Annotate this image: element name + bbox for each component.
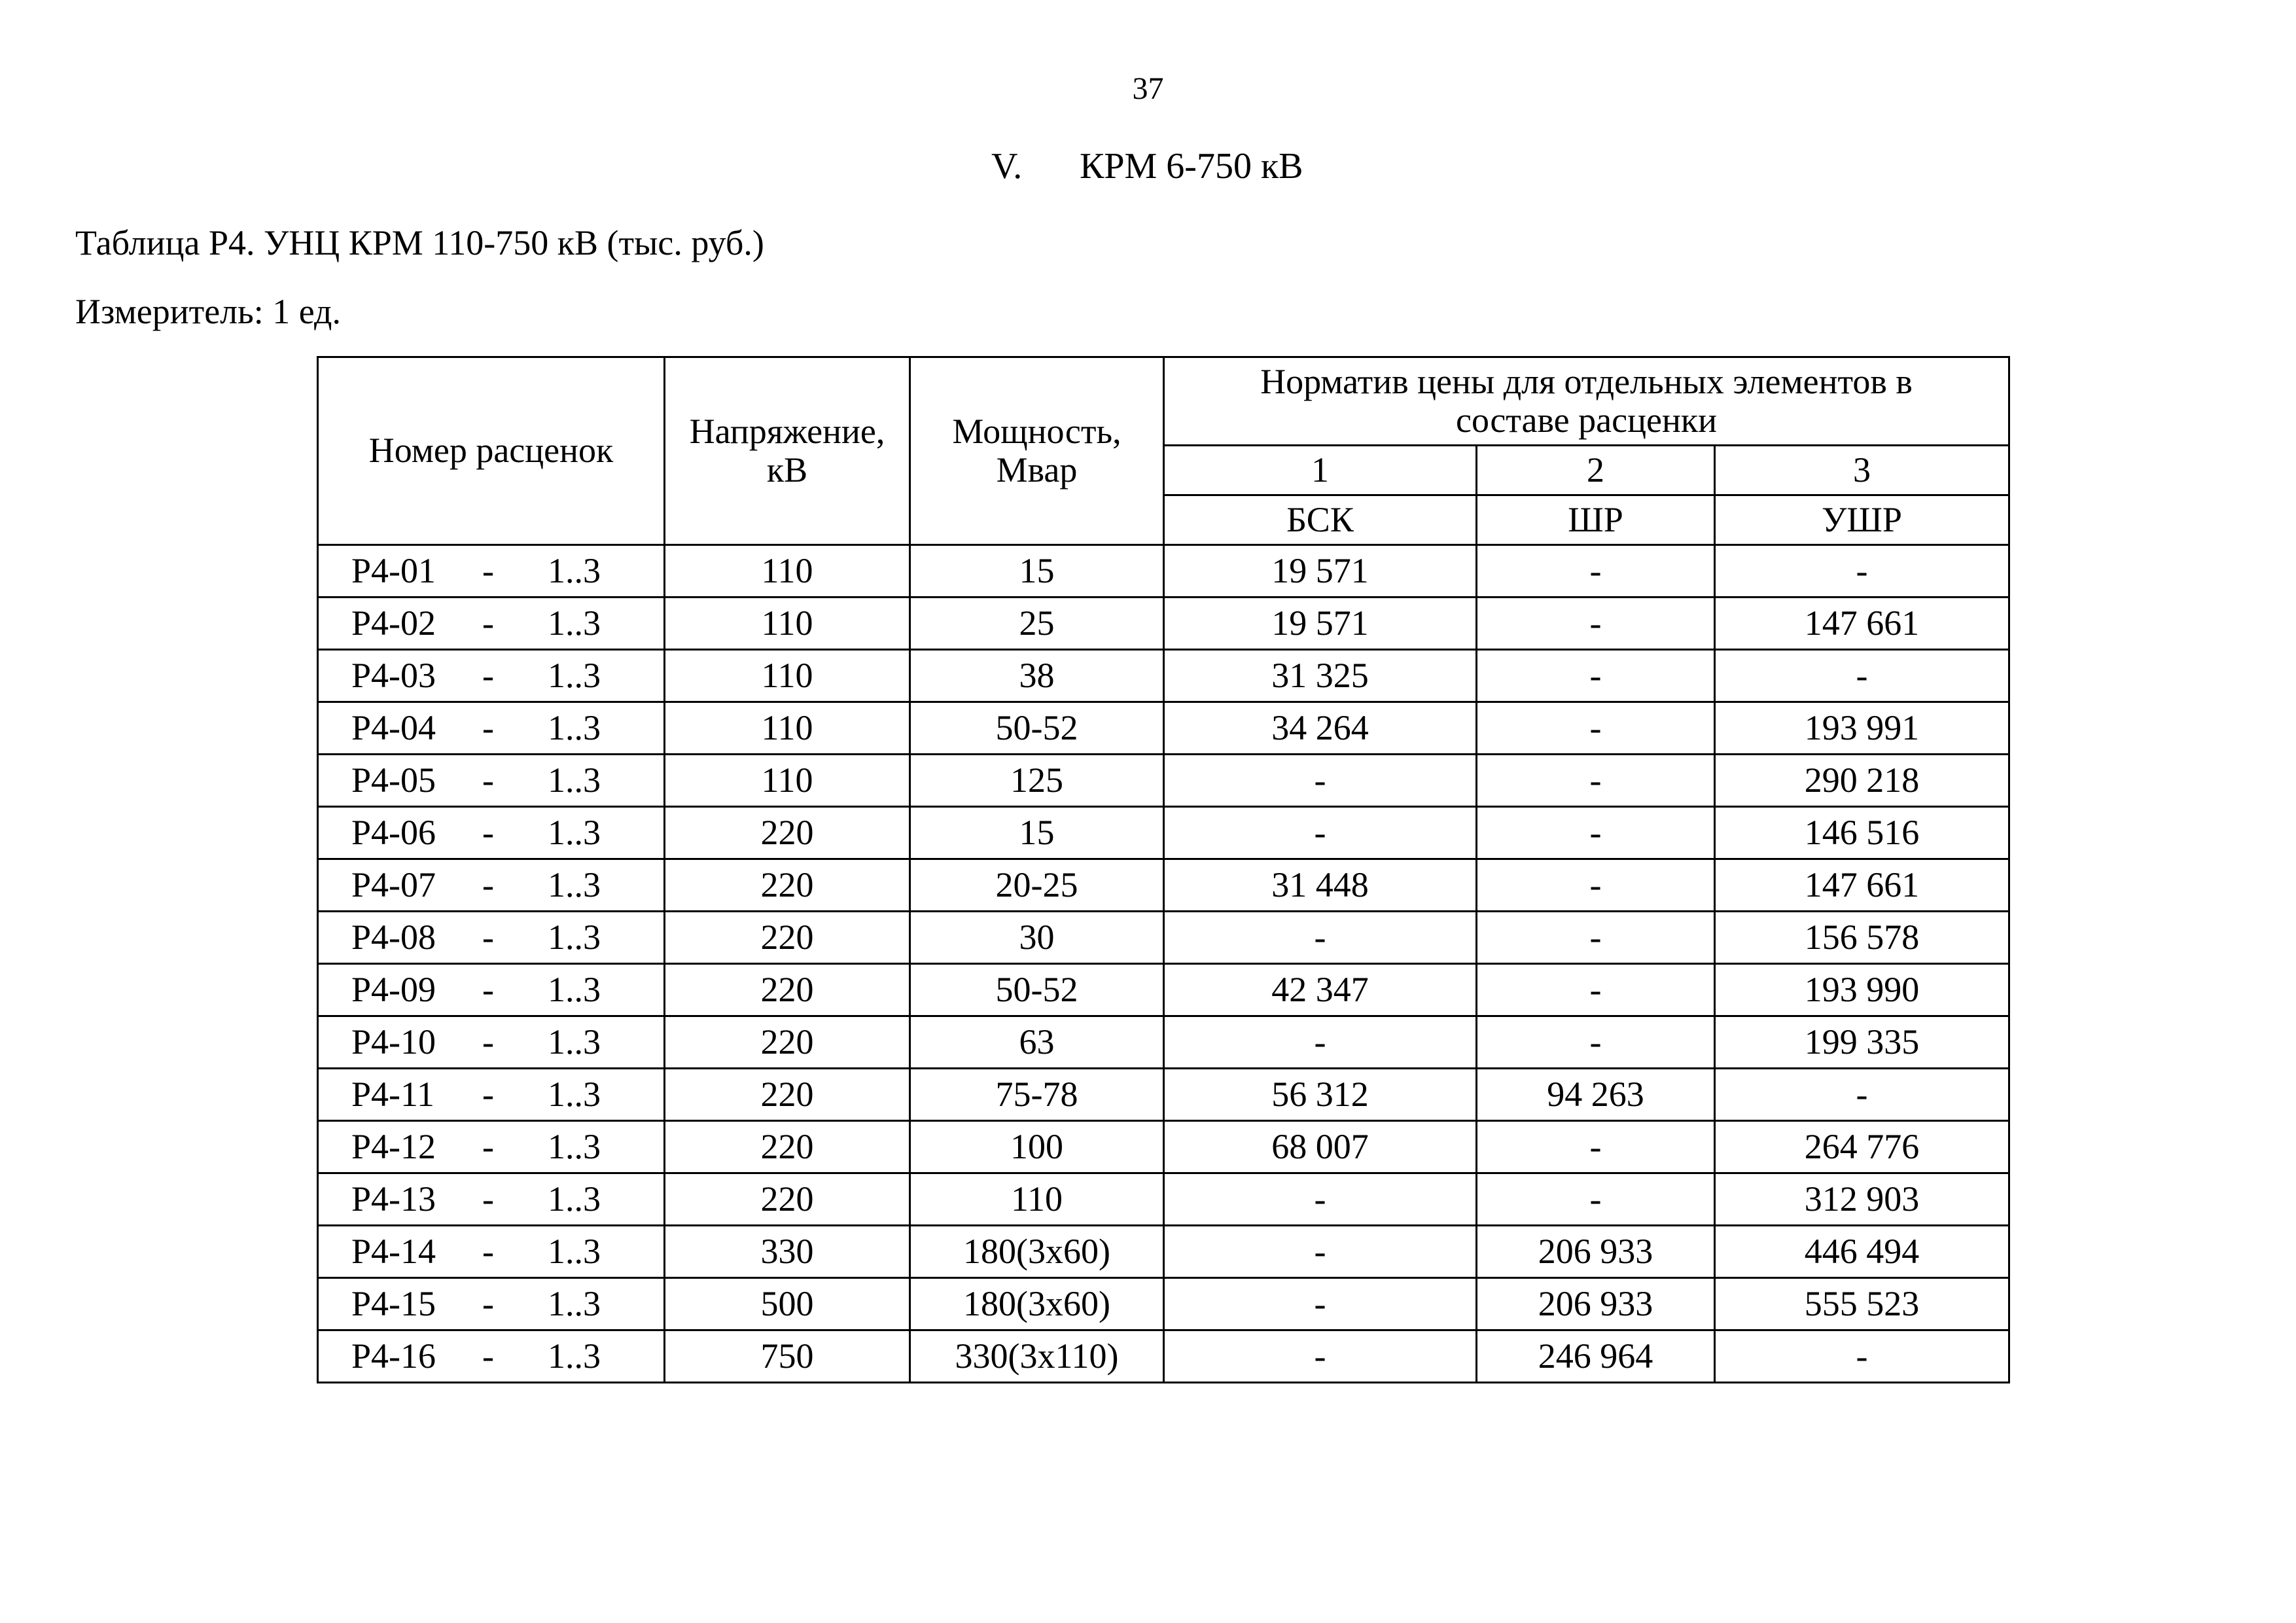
cell-voltage: 110 (665, 702, 910, 755)
cell-ushr: 147 661 (1715, 859, 2009, 912)
cell-ushr: - (1715, 545, 2009, 597)
header-col-shr: ШР (1477, 495, 1715, 545)
cell-code-dash: - (482, 1126, 494, 1166)
cell-power: 15 (910, 807, 1164, 859)
cell-power: 180(3х60) (910, 1278, 1164, 1330)
cell-code (318, 1173, 665, 1226)
cell-code-range: 1..3 (548, 969, 601, 1009)
cell-shr: - (1477, 650, 1715, 702)
cell-shr: - (1477, 755, 1715, 807)
cell-code (318, 807, 665, 859)
cell-code (318, 1226, 665, 1278)
cell-shr: - (1477, 807, 1715, 859)
cell-code (318, 597, 665, 650)
table-row (318, 702, 2009, 755)
cell-shr: - (1477, 912, 1715, 964)
cell-code-range: 1..3 (548, 655, 601, 695)
cell-bsk: 34 264 (1164, 702, 1477, 755)
cell-code (318, 1278, 665, 1330)
cell-ushr: - (1715, 650, 2009, 702)
cell-code-dash: - (482, 865, 494, 904)
cell-bsk: 31 448 (1164, 859, 1477, 912)
cell-code-code: Р4-03 (351, 655, 436, 695)
cell-power: 100 (910, 1121, 1164, 1173)
cell-power: 15 (910, 545, 1164, 597)
cell-code-range: 1..3 (548, 1283, 601, 1323)
cell-code-range: 1..3 (548, 917, 601, 957)
table-row (318, 1016, 2009, 1069)
cell-shr: 206 933 (1477, 1278, 1715, 1330)
cell-code-dash: - (482, 550, 494, 590)
header-norm-group: Норматив цены для отдельных элементов в составе расценки (1164, 357, 2009, 446)
cell-code-dash: - (482, 760, 494, 800)
cell-shr: - (1477, 859, 1715, 912)
cell-shr: 206 933 (1477, 1226, 1715, 1278)
cell-code (318, 1330, 665, 1383)
cell-voltage: 110 (665, 650, 910, 702)
cell-bsk: 19 571 (1164, 545, 1477, 597)
table-row (318, 650, 2009, 702)
cell-shr: 246 964 (1477, 1330, 1715, 1383)
cell-code-range: 1..3 (548, 760, 601, 800)
cell-voltage: 110 (665, 597, 910, 650)
table-row (318, 1069, 2009, 1121)
cell-code-code: Р4-08 (351, 917, 436, 957)
cell-voltage: 220 (665, 1121, 910, 1173)
cell-code-dash: - (482, 603, 494, 643)
cell-ushr: 147 661 (1715, 597, 2009, 650)
cell-power: 30 (910, 912, 1164, 964)
cell-bsk: - (1164, 1016, 1477, 1069)
cell-code-range: 1..3 (548, 1179, 601, 1219)
cell-bsk: - (1164, 1278, 1477, 1330)
cell-power: 330(3х110) (910, 1330, 1164, 1383)
cell-code (318, 912, 665, 964)
cell-voltage: 220 (665, 859, 910, 912)
cell-code-range: 1..3 (548, 1231, 601, 1271)
table-row (318, 964, 2009, 1016)
cell-bsk: - (1164, 912, 1477, 964)
cell-code (318, 702, 665, 755)
cell-voltage: 500 (665, 1278, 910, 1330)
cell-ushr: 199 335 (1715, 1016, 2009, 1069)
cell-code-code: Р4-07 (351, 865, 436, 904)
cell-code-dash: - (482, 969, 494, 1009)
cell-code-code: Р4-12 (351, 1126, 436, 1166)
cell-ushr: - (1715, 1330, 2009, 1383)
cell-code-range: 1..3 (548, 865, 601, 904)
cell-bsk: - (1164, 807, 1477, 859)
cell-ushr: 156 578 (1715, 912, 2009, 964)
table-row (318, 755, 2009, 807)
cell-bsk: 19 571 (1164, 597, 1477, 650)
cell-power: 25 (910, 597, 1164, 650)
cell-voltage: 220 (665, 1069, 910, 1121)
cell-code (318, 545, 665, 597)
cell-code-range: 1..3 (548, 812, 601, 852)
header-col-number-1: 1 (1164, 446, 1477, 495)
cell-power: 180(3х60) (910, 1226, 1164, 1278)
cell-bsk: 56 312 (1164, 1069, 1477, 1121)
cell-power: 50-52 (910, 964, 1164, 1016)
cell-voltage: 220 (665, 912, 910, 964)
cell-power: 63 (910, 1016, 1164, 1069)
cell-code-range: 1..3 (548, 1022, 601, 1061)
cell-code-dash: - (482, 1283, 494, 1323)
header-col-number-3: 3 (1715, 446, 2009, 495)
cell-code (318, 964, 665, 1016)
cell-code-dash: - (482, 812, 494, 852)
cell-code (318, 650, 665, 702)
cell-bsk: - (1164, 1173, 1477, 1226)
measure-unit: Измеритель: 1 ед. (75, 292, 341, 331)
cell-code (318, 755, 665, 807)
section-title-text: КРМ 6-750 кВ (1080, 146, 1303, 187)
header-col-ushr: УШР (1715, 495, 2009, 545)
table-row (318, 597, 2009, 650)
cell-code-code: Р4-13 (351, 1179, 436, 1219)
table-row (318, 545, 2009, 597)
cell-code-code: Р4-09 (351, 969, 436, 1009)
cell-voltage: 220 (665, 1016, 910, 1069)
cell-shr: - (1477, 964, 1715, 1016)
page-number: 37 (1132, 71, 1164, 106)
cell-code-dash: - (482, 655, 494, 695)
cell-code-dash: - (482, 1231, 494, 1271)
cell-shr: - (1477, 1121, 1715, 1173)
table-row (318, 912, 2009, 964)
cell-code-code: Р4-15 (351, 1283, 436, 1323)
cell-shr: 94 263 (1477, 1069, 1715, 1121)
header-col-number-2: 2 (1477, 446, 1715, 495)
cell-code-code: Р4-04 (351, 707, 436, 747)
table-row (318, 807, 2009, 859)
cell-code-range: 1..3 (548, 603, 601, 643)
cell-code-dash: - (482, 1336, 494, 1376)
table-row (318, 1173, 2009, 1226)
cell-power: 38 (910, 650, 1164, 702)
cell-code-code: Р4-10 (351, 1022, 436, 1061)
table-row (318, 1226, 2009, 1278)
cell-voltage: 220 (665, 807, 910, 859)
cell-power: 110 (910, 1173, 1164, 1226)
cell-code (318, 1121, 665, 1173)
cell-ushr: 555 523 (1715, 1278, 2009, 1330)
table-row (318, 1121, 2009, 1173)
cell-code-dash: - (482, 1074, 494, 1114)
cell-bsk: - (1164, 1226, 1477, 1278)
header-voltage: Напряжение, кВ (665, 357, 910, 545)
cell-ushr: 312 903 (1715, 1173, 2009, 1226)
cell-ushr: 193 991 (1715, 702, 2009, 755)
cell-power: 50-52 (910, 702, 1164, 755)
cell-code-code: Р4-06 (351, 812, 436, 852)
cell-voltage: 220 (665, 964, 910, 1016)
cell-bsk: - (1164, 755, 1477, 807)
cell-code-code: Р4-14 (351, 1231, 436, 1271)
cell-code (318, 859, 665, 912)
header-code: Номер расценок (318, 357, 665, 545)
cell-code-code: Р4-05 (351, 760, 436, 800)
header-col-bsk: БСК (1164, 495, 1477, 545)
cell-ushr: 290 218 (1715, 755, 2009, 807)
cell-power: 125 (910, 755, 1164, 807)
cell-code-range: 1..3 (548, 1336, 601, 1376)
cell-code-range: 1..3 (548, 550, 601, 590)
cell-code (318, 1069, 665, 1121)
cell-code-range: 1..3 (548, 1126, 601, 1166)
cell-code-code: Р4-02 (351, 603, 436, 643)
cell-ushr: 446 494 (1715, 1226, 2009, 1278)
table-caption: Таблица Р4. УНЦ КРМ 110-750 кВ (тыс. руб.) (75, 223, 764, 262)
cell-shr: - (1477, 545, 1715, 597)
table-row (318, 1278, 2009, 1330)
cell-ushr: 264 776 (1715, 1121, 2009, 1173)
header-power: Мощность, Мвар (910, 357, 1164, 545)
cell-shr: - (1477, 597, 1715, 650)
section-number: V. (991, 146, 1023, 187)
cell-code-dash: - (482, 917, 494, 957)
cell-code-range: 1..3 (548, 707, 601, 747)
cell-ushr: 193 990 (1715, 964, 2009, 1016)
cell-bsk: 42 347 (1164, 964, 1477, 1016)
section-title (991, 145, 1303, 187)
cell-code-dash: - (482, 1022, 494, 1061)
table-row (318, 1330, 2009, 1383)
cell-voltage: 330 (665, 1226, 910, 1278)
cell-shr: - (1477, 1173, 1715, 1226)
table-row (318, 859, 2009, 912)
cell-voltage: 220 (665, 1173, 910, 1226)
cell-shr: - (1477, 702, 1715, 755)
cell-ushr: - (1715, 1069, 2009, 1121)
cell-bsk: - (1164, 1330, 1477, 1383)
cell-power: 20-25 (910, 859, 1164, 912)
cell-bsk: 31 325 (1164, 650, 1477, 702)
cell-code-code: Р4-11 (351, 1074, 435, 1114)
cell-bsk: 68 007 (1164, 1121, 1477, 1173)
cell-code-dash: - (482, 707, 494, 747)
cell-code-code: Р4-01 (351, 550, 436, 590)
cell-voltage: 110 (665, 755, 910, 807)
cell-shr: - (1477, 1016, 1715, 1069)
cell-power: 75-78 (910, 1069, 1164, 1121)
cell-code-dash: - (482, 1179, 494, 1219)
cell-voltage: 110 (665, 545, 910, 597)
cell-ushr: 146 516 (1715, 807, 2009, 859)
price-table (317, 356, 2010, 1383)
cell-code-code: Р4-16 (351, 1336, 436, 1376)
cell-code (318, 1016, 665, 1069)
cell-voltage: 750 (665, 1330, 910, 1383)
cell-code-range: 1..3 (548, 1074, 601, 1114)
